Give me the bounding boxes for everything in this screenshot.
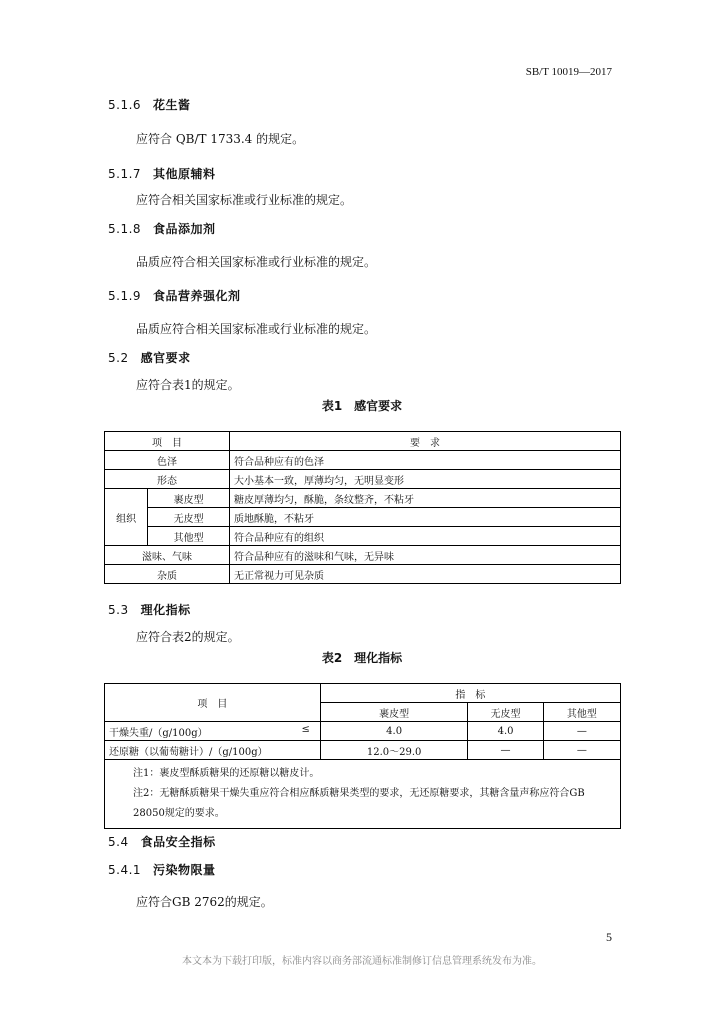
table-cell-requirement: 符合品种应有的滋味和气味，无异味 (230, 546, 621, 565)
table-row (105, 451, 621, 470)
heading-5-1-6 (108, 96, 191, 113)
table1-caption: 表1 感官要求 (321, 399, 403, 413)
table-cell-requirement: 大小基本一致，厚薄均匀，无明显变形 (230, 470, 621, 489)
section-number: 5.1.6 (108, 98, 142, 112)
table-cell-item: 还原糖（以葡萄糖计）/（g/100g） (105, 741, 321, 760)
table-header-col: 无皮型 (468, 703, 543, 722)
table-cell-item: 杂质 (105, 565, 230, 584)
section-title: 污染物限量 (153, 863, 216, 877)
section-title: 感官要求 (140, 351, 191, 365)
heading-5-3 (108, 601, 191, 618)
table-cell-group: 组织 (105, 489, 148, 546)
table-cell-requirement: 糖皮厚薄均匀，酥脆，条纹整齐，不粘牙 (230, 489, 621, 508)
table-cell-value: 4.0 (320, 722, 468, 741)
table-cell-requirement: 符合品种应有的色泽 (230, 451, 621, 470)
section-number: 5.2 (108, 351, 129, 365)
page-number: 5 (606, 930, 612, 944)
physicochemical-table (104, 683, 621, 829)
table-cell-requirement: 符合品种应有的组织 (230, 527, 621, 546)
paragraph: 应符合表1的规定。 (136, 378, 240, 392)
table-cell-value: — (543, 722, 620, 741)
table-header-requirement: 要 求 (230, 432, 621, 451)
heading-5-1-8 (108, 220, 216, 237)
table-cell-value: 12.0～29.0 (320, 741, 468, 760)
section-title: 食品添加剂 (153, 222, 216, 236)
item-label: 干燥失重/（g/100g） (109, 727, 208, 739)
section-number: 5.4.1 (108, 863, 142, 877)
table-header-index: 指 标 (320, 684, 620, 703)
table-cell-item: 滋味、气味 (105, 546, 230, 565)
table-cell-item: 色泽 (105, 451, 230, 470)
table-header-item: 项 目 (105, 684, 321, 722)
table-header-col: 裹皮型 (320, 703, 468, 722)
table-cell-requirement: 质地酥脆，不粘牙 (230, 508, 621, 527)
section-number: 5.1.7 (108, 167, 142, 181)
table-cell-value: — (468, 741, 543, 760)
section-title: 食品安全指标 (140, 835, 216, 849)
table-row (105, 741, 621, 760)
table-cell-item: 形态 (105, 470, 230, 489)
note-2: 注2：无糖酥质糖果干燥失重应符合相应酥质糖果类型的要求，无还原糖要求，其糖含量声称应符合GB 28050规定的要求。 (133, 788, 585, 819)
footer-disclaimer: 本文本为下载打印版，标准内容以商务部流通标准制修订信息管理系统发布为准。 (182, 956, 542, 967)
table-row (105, 565, 621, 584)
paragraph: 应符合GB 2762的规定。 (136, 895, 273, 909)
section-title: 其他原辅料 (153, 167, 216, 181)
table-cell-item (105, 722, 321, 741)
section-number: 5.4 (108, 835, 129, 849)
table-row (105, 508, 621, 527)
table-header-item: 项 目 (105, 432, 230, 451)
paragraph: 应符合相关国家标准或行业标准的规定。 (136, 193, 353, 207)
table-cell-requirement: 无正常视力可见杂质 (230, 565, 621, 584)
table-notes (105, 760, 621, 829)
table-header-row (105, 684, 621, 703)
table-cell-item: 无皮型 (148, 508, 230, 527)
paragraph: 品质应符合相关国家标准或行业标准的规定。 (136, 322, 377, 336)
heading-5-1-9 (108, 287, 241, 304)
heading-5-1-7 (108, 165, 216, 182)
section-number: 5.1.8 (108, 222, 142, 236)
table-row (105, 470, 621, 489)
standard-number: SB/T 10019—2017 (525, 66, 612, 78)
table-cell-value: — (543, 741, 620, 760)
table-header-col: 其他型 (543, 703, 620, 722)
note-1: 注1：裹皮型酥质糖果的还原糖以糖皮计。 (133, 768, 320, 779)
heading-5-2 (108, 349, 191, 366)
heading-5-4 (108, 833, 216, 850)
paragraph: 应符合表2的规定。 (136, 630, 240, 644)
section-title: 食品营养强化剂 (153, 289, 241, 303)
heading-5-4-1 (108, 861, 216, 878)
le-symbol: ≤ (301, 723, 310, 735)
table-row (105, 546, 621, 565)
sensory-table (104, 431, 621, 584)
section-number: 5.3 (108, 603, 129, 617)
table-row (105, 527, 621, 546)
table-row (105, 489, 621, 508)
paragraph: 应符合 QB/T 1733.4 的规定。 (136, 132, 305, 146)
section-title: 花生酱 (153, 98, 191, 112)
table-cell-item: 裹皮型 (148, 489, 230, 508)
section-title: 理化指标 (140, 603, 191, 617)
table-header-row (105, 432, 621, 451)
table-row (105, 722, 621, 741)
table-note-row (105, 760, 621, 829)
table2-caption: 表2 理化指标 (321, 651, 403, 665)
table-cell-value: 4.0 (468, 722, 543, 741)
paragraph: 品质应符合相关国家标准或行业标准的规定。 (136, 255, 377, 269)
table-cell-item: 其他型 (148, 527, 230, 546)
section-number: 5.1.9 (108, 289, 142, 303)
